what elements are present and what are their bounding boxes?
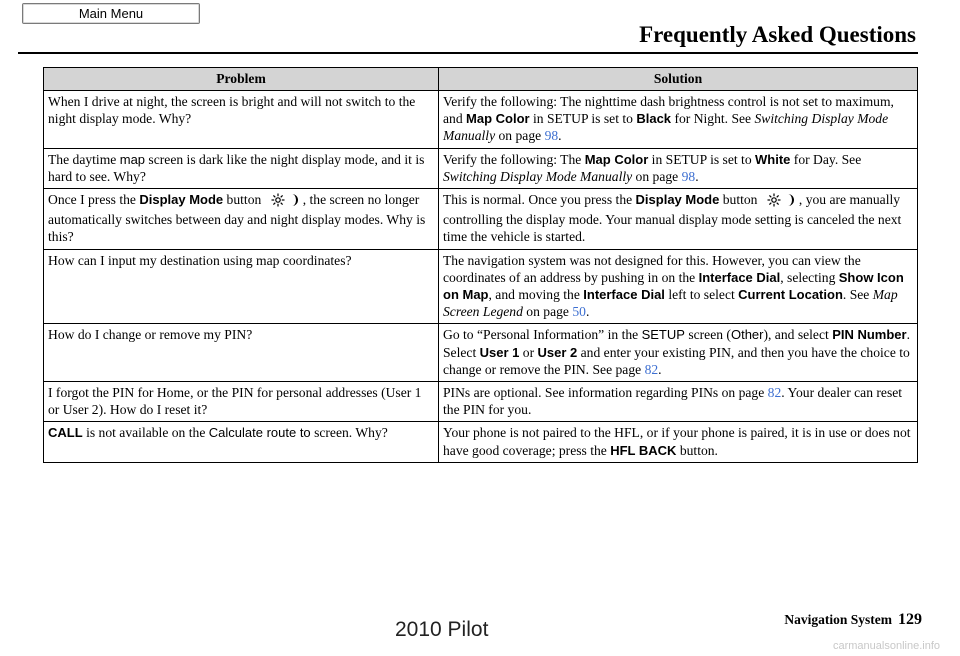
solution-column-header: Solution — [439, 68, 918, 91]
solution-text: screen ( — [684, 327, 731, 343]
problem-column-header: Problem — [44, 68, 439, 91]
control-name: Interface Dial — [583, 287, 665, 303]
site-watermark: carmanualsonline.info — [832, 640, 940, 652]
solution-text: . — [585, 304, 590, 320]
button-name: HFL BACK — [610, 442, 677, 458]
solution-cell — [439, 382, 918, 422]
menu-option-name: Current Location — [738, 287, 843, 303]
page-link[interactable]: 82 — [644, 361, 659, 377]
solution-text: on page — [495, 128, 545, 144]
solution-text: . — [658, 361, 662, 377]
table-row — [44, 91, 918, 149]
page-link[interactable]: 98 — [544, 128, 559, 144]
solution-text: PINs are optional. See information regarding PINs on page — [443, 385, 768, 401]
problem-text: screen. Why? — [310, 425, 388, 441]
solution-text: on page — [632, 168, 682, 184]
button-name: CALL — [48, 425, 83, 441]
problem-cell — [44, 91, 439, 149]
problem-cell — [44, 189, 439, 250]
button-name: Display Mode — [635, 192, 720, 208]
solution-text: Verify the following: The nighttime dash brightness control is not set to maximum, and — [443, 94, 894, 127]
problem-text: screen is dark like the night display mode, and it is hard to see. Why? — [48, 151, 425, 184]
problem-text: is not available on the — [82, 425, 209, 441]
table-row — [44, 382, 918, 422]
section-reference: Map Screen Legend — [443, 287, 898, 320]
solution-text: left to select — [664, 287, 739, 303]
control-name: Interface Dial — [698, 269, 781, 285]
solution-text: , selecting — [780, 269, 839, 285]
footer-section-name: Navigation System — [784, 612, 892, 627]
page-link[interactable]: 98 — [681, 168, 696, 184]
setting-name: Map Color — [466, 111, 530, 127]
problem-cell — [44, 249, 439, 324]
table-header-row — [44, 68, 918, 91]
table-row — [44, 249, 918, 324]
solution-cell — [439, 91, 918, 149]
solution-text: Go to “Personal Information” in the — [443, 327, 642, 343]
screen-name: Calculate route to — [208, 425, 311, 441]
section-reference: Switching Display Mode Manually — [443, 111, 889, 144]
problem-text: When I drive at night, the screen is bright and will not switch to the night display mode. Why? — [48, 94, 416, 127]
main-menu-button[interactable]: Main Menu — [22, 3, 200, 24]
solution-text: Your phone is not paired to the HFL, or if your phone is paired, it is in use or does not have good coverage; press the — [443, 425, 911, 458]
problem-cell — [44, 382, 439, 422]
display-mode-icon — [271, 193, 301, 211]
problem-cell — [44, 148, 439, 188]
solution-text: for Night. See — [671, 111, 755, 127]
display-mode-icon — [767, 193, 797, 211]
solution-text: button — [719, 192, 761, 208]
solution-text: . — [558, 128, 562, 144]
solution-text: button. — [676, 442, 718, 458]
solution-text: and enter your existing PIN, and then you have the choice to change or remove the PIN. See page — [443, 344, 910, 377]
page-number: 129 — [898, 611, 922, 628]
page-link[interactable]: 82 — [767, 385, 782, 401]
model-watermark: 2010 Pilot — [395, 618, 489, 641]
page-link[interactable]: 50 — [572, 304, 586, 320]
solution-text: for Day. See — [790, 151, 862, 167]
solution-text: . Your dealer can reset the PIN for you. — [443, 385, 903, 418]
menu-option-name: Show Icon on Map — [443, 269, 904, 303]
solution-cell — [439, 249, 918, 324]
solution-text: The navigation system was not designed for this. However, you can view the coordinates of an address by pushing in on the — [443, 252, 861, 285]
solution-text: ), and select — [763, 327, 833, 343]
faq-table — [43, 67, 918, 463]
page-title: Frequently Asked Questions — [639, 22, 916, 47]
solution-text: in SETUP is set to — [648, 151, 756, 167]
problem-cell — [44, 422, 439, 462]
problem-text: Once I press the — [48, 192, 140, 208]
table-row — [44, 189, 918, 250]
solution-cell — [439, 148, 918, 188]
page-footer — [784, 611, 922, 629]
screen-name: Other — [730, 327, 764, 343]
solution-text: . Select — [443, 327, 910, 360]
problem-text: The daytime — [48, 151, 120, 167]
setting-name: Map Color — [584, 151, 649, 167]
problem-text: I forgot the PIN for Home, or the PIN for personal addresses (User 1 or User 2). How do I reset it? — [48, 385, 422, 418]
section-reference: Switching Display Mode Manually — [443, 168, 633, 184]
solution-text: , you are manually controlling the display mode. Your manual display mode setting is canceled the next time the vehicle is started. — [443, 192, 902, 245]
table-row — [44, 324, 918, 382]
solution-text: , and moving the — [488, 287, 584, 303]
solution-text: or — [519, 344, 538, 360]
menu-option-name: User 2 — [537, 344, 578, 360]
solution-text: on page — [522, 304, 573, 320]
solution-text: This is normal. Once you press the — [443, 192, 636, 208]
screen-name: map — [119, 151, 146, 167]
button-name: Display Mode — [139, 192, 224, 208]
solution-text: in SETUP is set to — [529, 111, 637, 127]
setting-value: Black — [636, 111, 672, 127]
solution-text: . — [695, 168, 699, 184]
solution-cell — [439, 189, 918, 250]
menu-option-name: PIN Number — [832, 327, 907, 343]
problem-cell — [44, 324, 439, 382]
setting-value: White — [755, 151, 791, 167]
solution-text: Verify the following: The — [443, 151, 585, 167]
table-row — [44, 422, 918, 462]
solution-text: . See — [842, 287, 873, 303]
problem-text: , the screen no longer automatically switches between day and night display modes. Why is this? — [48, 192, 426, 245]
title-divider — [18, 52, 918, 54]
problem-text: button — [223, 192, 265, 208]
problem-text: How can I input my destination using map coordinates? — [48, 252, 352, 268]
solution-cell — [439, 422, 918, 462]
solution-cell — [439, 324, 918, 382]
screen-name: SETUP — [641, 327, 685, 343]
table-row — [44, 148, 918, 188]
menu-option-name: User 1 — [479, 344, 520, 360]
problem-text: How do I change or remove my PIN? — [48, 327, 253, 343]
